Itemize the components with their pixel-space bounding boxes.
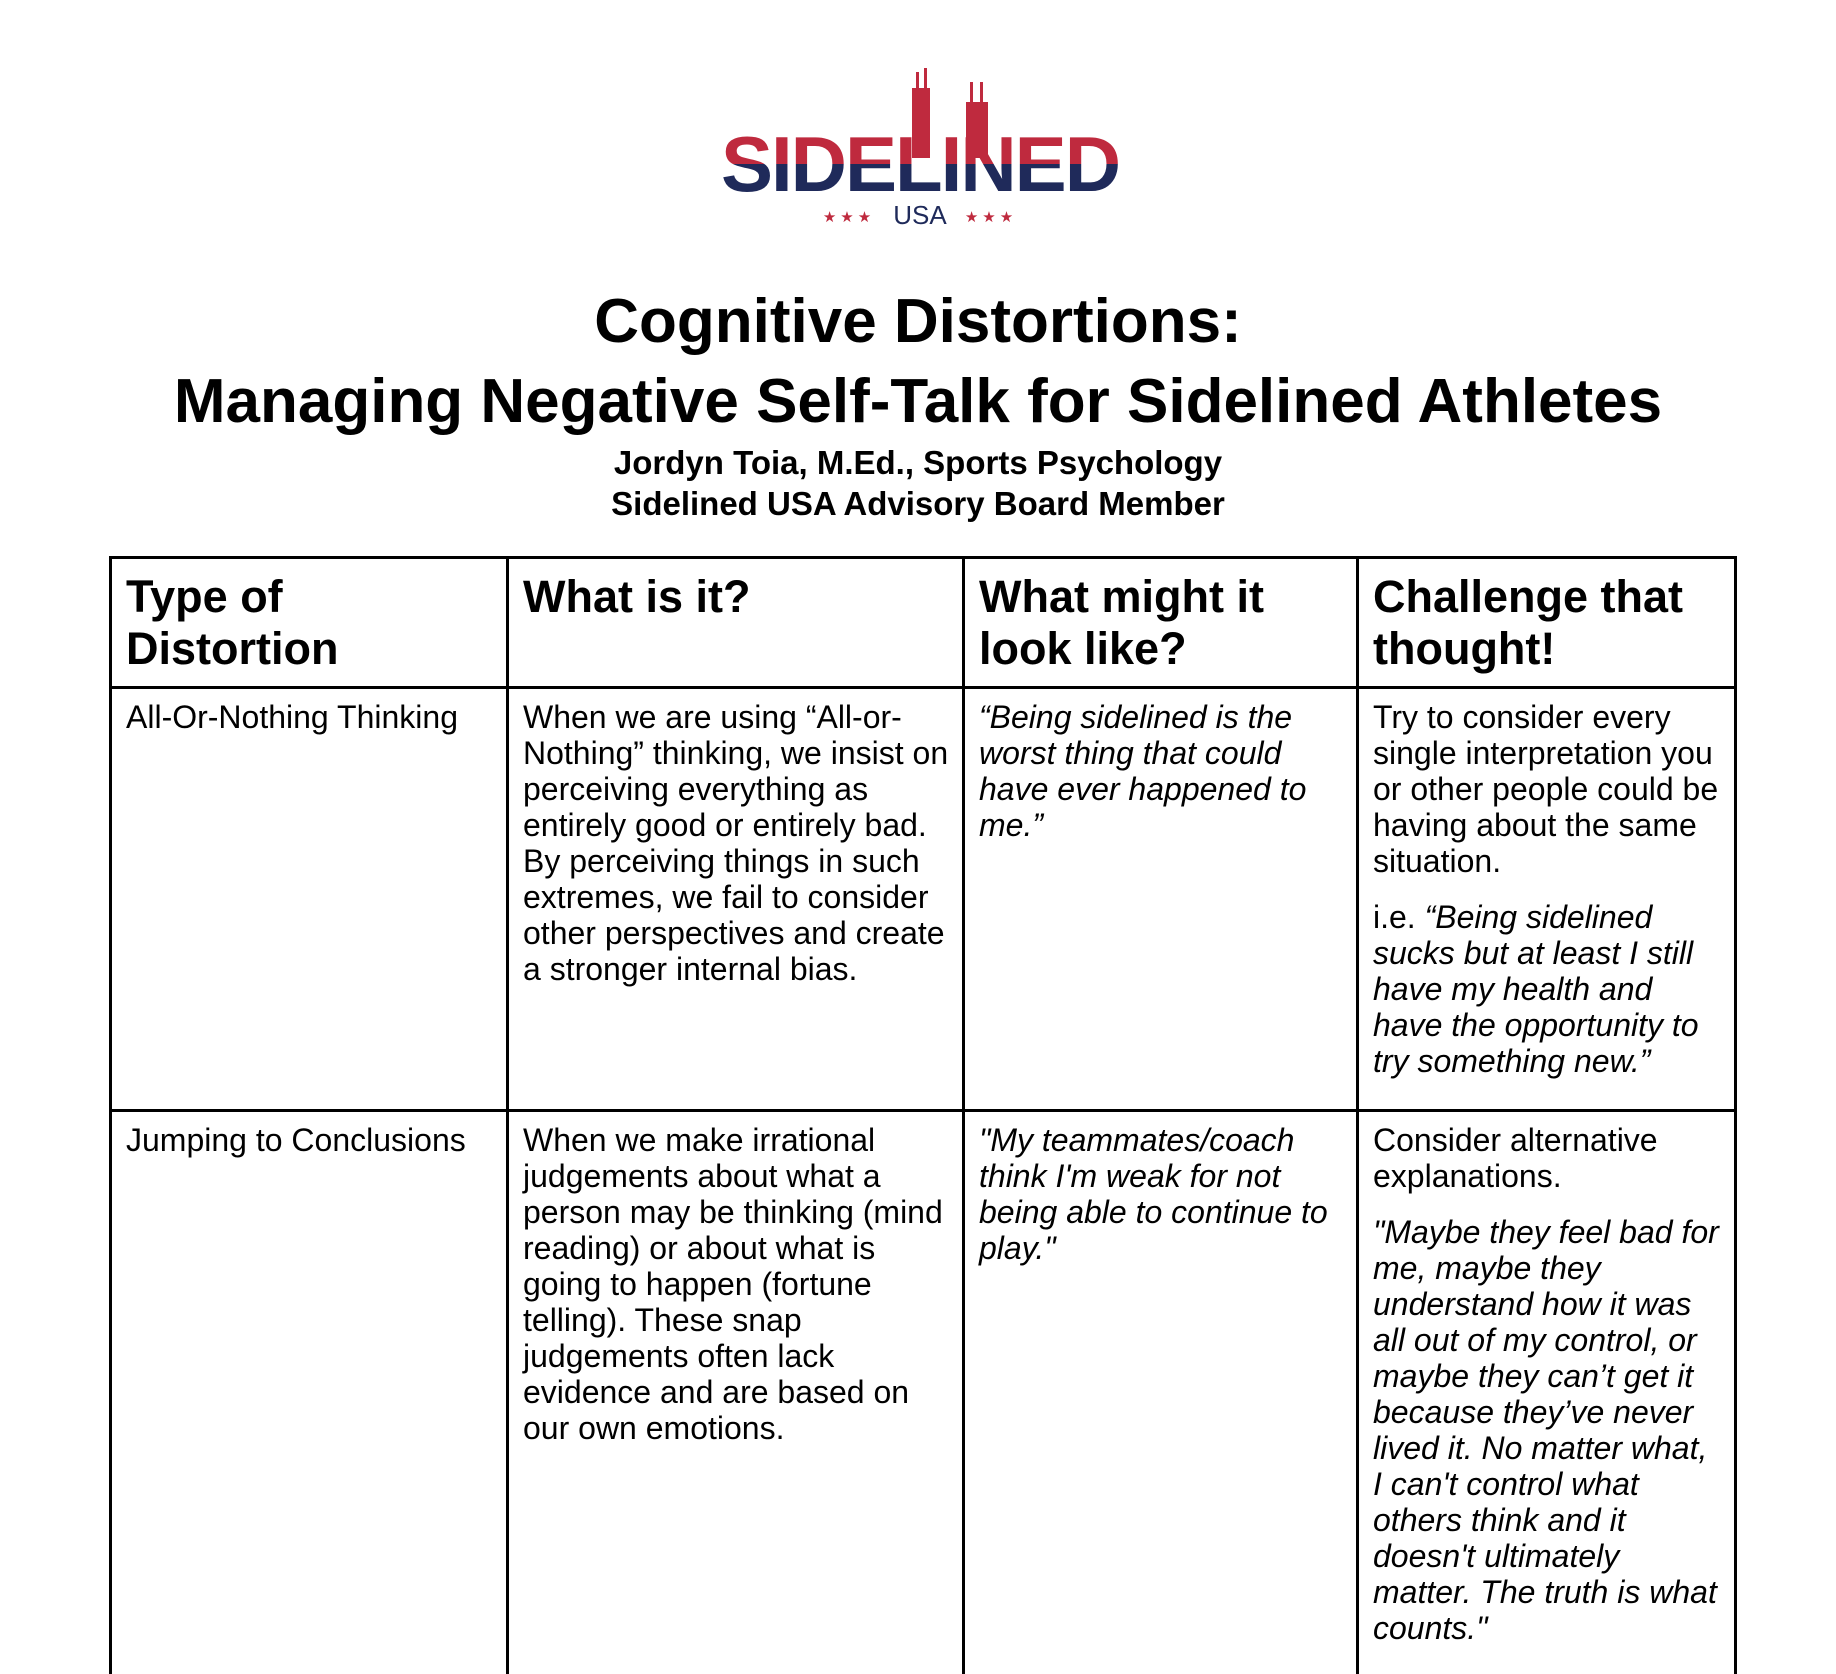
title-line-2: Managing Negative Self-Talk for Sidelined Athletes: [173, 367, 1663, 436]
challenge-example: [1373, 899, 1722, 1079]
challenge-text: Try to consider every single interpretation you or other people could be having about the same situation.: [1373, 699, 1719, 879]
star-icons-left: ★★★: [822, 208, 876, 226]
cognitive-distortions-table: [109, 556, 1737, 1674]
column-header: Challenge that thought!: [1358, 558, 1736, 688]
table-header-row: [111, 558, 1736, 688]
column-header: Type of Distortion: [111, 558, 508, 688]
column-header: What might it look like?: [964, 558, 1358, 688]
distortion-type-cell: All-Or-Nothing Thinking: [111, 688, 508, 1111]
table-row: [111, 688, 1736, 1111]
title-line-1: Cognitive Distortions:: [594, 287, 1242, 356]
logo-subtitle: USA: [893, 200, 947, 230]
challenge-text: Consider alternative explanations.: [1373, 1122, 1658, 1194]
challenge-cell: [1358, 1111, 1736, 1674]
document-header: [0, 282, 1836, 524]
challenge-cell: [1358, 688, 1736, 1111]
definition-cell: When we are using “All-or-Nothing” thinking, we insist on perceiving everything as entirely good or entirely bad. By perceiving things in such extremes, we fail to consider other perspectives and create a stronger internal bias.: [508, 688, 964, 1111]
star-icons-right: ★★★: [964, 208, 1018, 226]
challenge-example-prefix: i.e.: [1373, 899, 1425, 935]
table-row: [111, 1111, 1736, 1674]
example-thought-cell: "My teammates/coach think I'm weak for not being able to continue to play.": [964, 1111, 1358, 1674]
author-name: Jordyn Toia, M.Ed., Sports Psychology: [613, 444, 1223, 481]
logo-wordmark: SIDELINED: [720, 120, 1120, 208]
challenge-example: [1373, 1214, 1722, 1646]
distortion-type-cell: Jumping to Conclusions: [111, 1111, 508, 1674]
author-role: Sidelined USA Advisory Board Member: [611, 485, 1225, 522]
sidelined-usa-logo: [700, 58, 1140, 238]
column-header: What is it?: [508, 558, 964, 688]
challenge-example-text: “Being sidelined sucks but at least I still have my health and have the opportunity to try something new.”: [1373, 899, 1699, 1079]
challenge-example-text: "Maybe they feel bad for me, maybe they understand how it was all out of my control, or maybe they can’t get it because they’ve never lived it. No matter what, I can't control what others think and it doesn't ultimately matter. The truth is what counts.": [1373, 1214, 1719, 1646]
example-thought-cell: “Being sidelined is the worst thing that could have ever happened to me.”: [964, 688, 1358, 1111]
definition-cell: When we make irrational judgements about what a person may be thinking (mind reading) or about what is going to happen (fortune telling). These snap judgements often lack evidence and are based on our own emotions.: [508, 1111, 964, 1674]
